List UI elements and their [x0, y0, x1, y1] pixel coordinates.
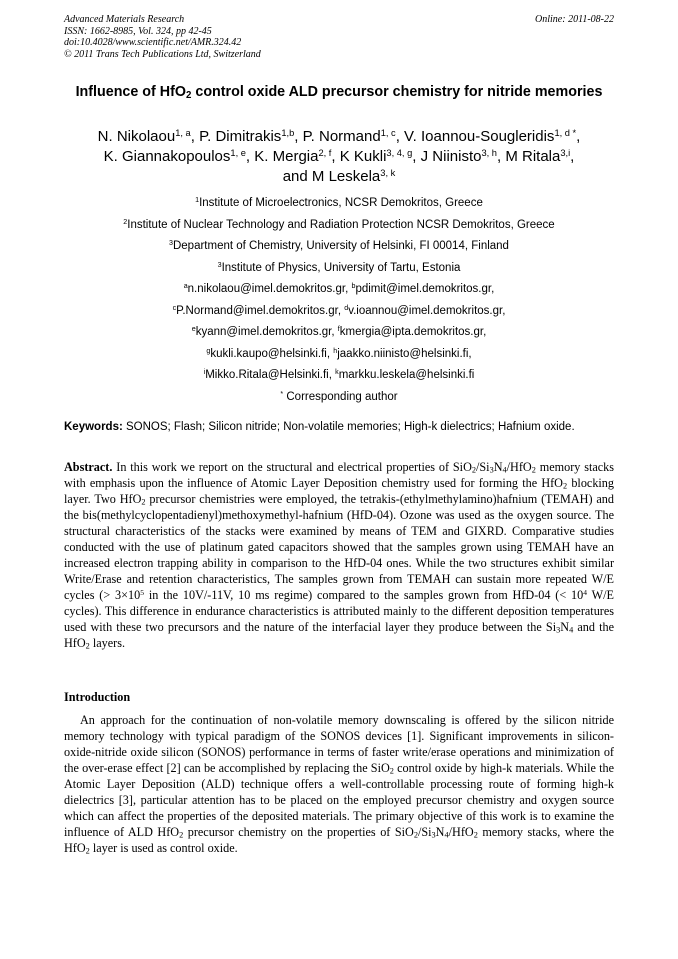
affiliation: $^2$Institute of Nuclear Technology and Radiation Protection NCSR Demokritos, Greece	[123, 217, 555, 231]
paper-title: Influence of HfO$_2$ control oxide ALD precursor chemistry for nitride memories	[75, 84, 603, 101]
doi-line: doi:10.4028/www.scientific.net/AMR.324.42	[64, 37, 242, 48]
copyright-line: © 2011 Trans Tech Publications Ltd, Switzerland	[64, 48, 261, 60]
online-date: Online: 2011-08-22	[535, 14, 614, 25]
affiliation: $^3$Institute of Physics, University of Tartu, Estonia	[217, 260, 461, 274]
affiliations	[64, 193, 614, 408]
author: M Ritala$^{3,i}$,	[505, 147, 575, 165]
abstract-label: Abstract.	[64, 460, 113, 474]
author: K. Giannakopoulos$^{1, e}$,	[103, 147, 255, 165]
email-line: $^e$kyann@imel.demokritos.gr, $^f$kmergia@ipta.demokritos.gr,	[191, 325, 487, 338]
keywords	[64, 420, 614, 435]
abstract: Abstract. In this work we report on the structural and electrical properties of $SiO_2/Si_3N_4/HfO_2$ memory stacks with emphasis upon the influence of Atomic Layer Deposition chemistry used for forming the HfO$_2$ blocking layer. Two HfO$_2$ precursor chemistries were employed, the tetrakis-(ethylmethylamino)hafnium (TEMAH) and the bis(methylcyclopentadienyl)methoxymethyl-hafnium (HfD-04). Ozone was used as the oxygen source. The structural characteristics of the stacks were examined by means of TEM and GIXRD. Comparative studies conducted with the use of platinum gated capacitors showed that the samples grown using TEMAH have an increased electron trapping ability in comparison to the HfD-04 ones. While the two structures exhibit similar Write/Erase and retention characteristics, The samples grown from TEMAH can sustain more repeated W/E cycles (> $3\times 10^5$ in the 10V/-11V, 10 ms regime) compared to the samples grown from HfD-04 (< $10^4$ W/E cycles). This difference in endurance characteristics is attributed mainly to the different deposition temperatures used with these two precursors and the nature of the interfacial layer they produce between the $Si_3N_4$ and the HfO$_2$ layers.	[64, 460, 614, 651]
corresponding-author: * Corresponding author	[280, 389, 398, 403]
keywords-text: SONOS; Flash; Silicon nitride; Non-volatile memories; High-k dielectrics; Hafnium oxide.	[122, 421, 575, 433]
section-heading-introduction: Introduction	[64, 690, 131, 704]
journal-header	[64, 14, 261, 60]
email-line: $^a$n.nikolaou@imel.demokritos.gr, $^b$pdimit@imel.demokritos.gr,	[183, 282, 495, 295]
author: P. Normand$^{1, c}$,	[302, 127, 405, 145]
email-line: $^g$kukli.kaupo@helsinki.fi, $^h$jaakko.niinisto@helsinki.fi,	[206, 346, 472, 360]
author: K. Mergia$^{2, f}$,	[254, 147, 340, 165]
journal-name: Advanced Materials Research	[64, 14, 185, 25]
affiliation: $^3$Department of Chemistry, University of Helsinki, FI 00014, Finland	[169, 239, 509, 252]
author: and M Leskela$^{3, k}$	[282, 167, 396, 185]
author-list	[64, 127, 614, 187]
introduction-paragraph: An approach for the continuation of non-volatile memory downscaling is offered by the silicon nitride memory technology with typical paradigm of the SONOS devices [1]. Significant improvements in silicon-oxide-nitride oxide silicon (SONOS) performance in terms of faster write/erase operations and minimization of the over-erase effect [2] can be accomplished by replacing the SiO$_2$ control oxide by high-k materials. While the Atomic Layer Deposition (ALD) technique offers a well-controllable processing route of forming high-k dielectrics [3], particular attention has to be placed on the employed precursor chemistry and oxygen source which can affect the properties of the deposited materials. The primary objective of this work is to examine the influence of ALD HfO$_2$ precursor chemistry on the properties of $SiO_2/Si_3N_4/HfO_2$ memory stacks, where the HfO$_2$ layer is used as control oxide.	[64, 713, 614, 856]
author: J Niinisto$^{3, h}$,	[420, 147, 506, 165]
email-line: $^c$P.Normand@imel.demokritos.gr, $^d$v.ioannou@imel.demokritos.gr,	[172, 303, 506, 317]
affiliation: $^1$Institute of Microelectronics, NCSR Demokritos, Greece	[195, 196, 483, 209]
keywords-label: Keywords:	[64, 421, 123, 433]
author: V. Ioannou-Sougleridis$^{1, d *}$,	[404, 127, 581, 145]
author: N. Nikolaou$^{1, a}$,	[97, 127, 200, 145]
email-line: $^i$Mikko.Ritala@Helsinki.fi, $^k$markku.leskela@helsinki.fi	[203, 368, 475, 381]
author: K Kukli$^{3, 4, g}$,	[339, 147, 421, 165]
issn-line: ISSN: 1662-8985, Vol. 324, pp 42-45	[64, 25, 212, 37]
author: P. Dimitrakis$^{1,b}$,	[199, 127, 303, 145]
